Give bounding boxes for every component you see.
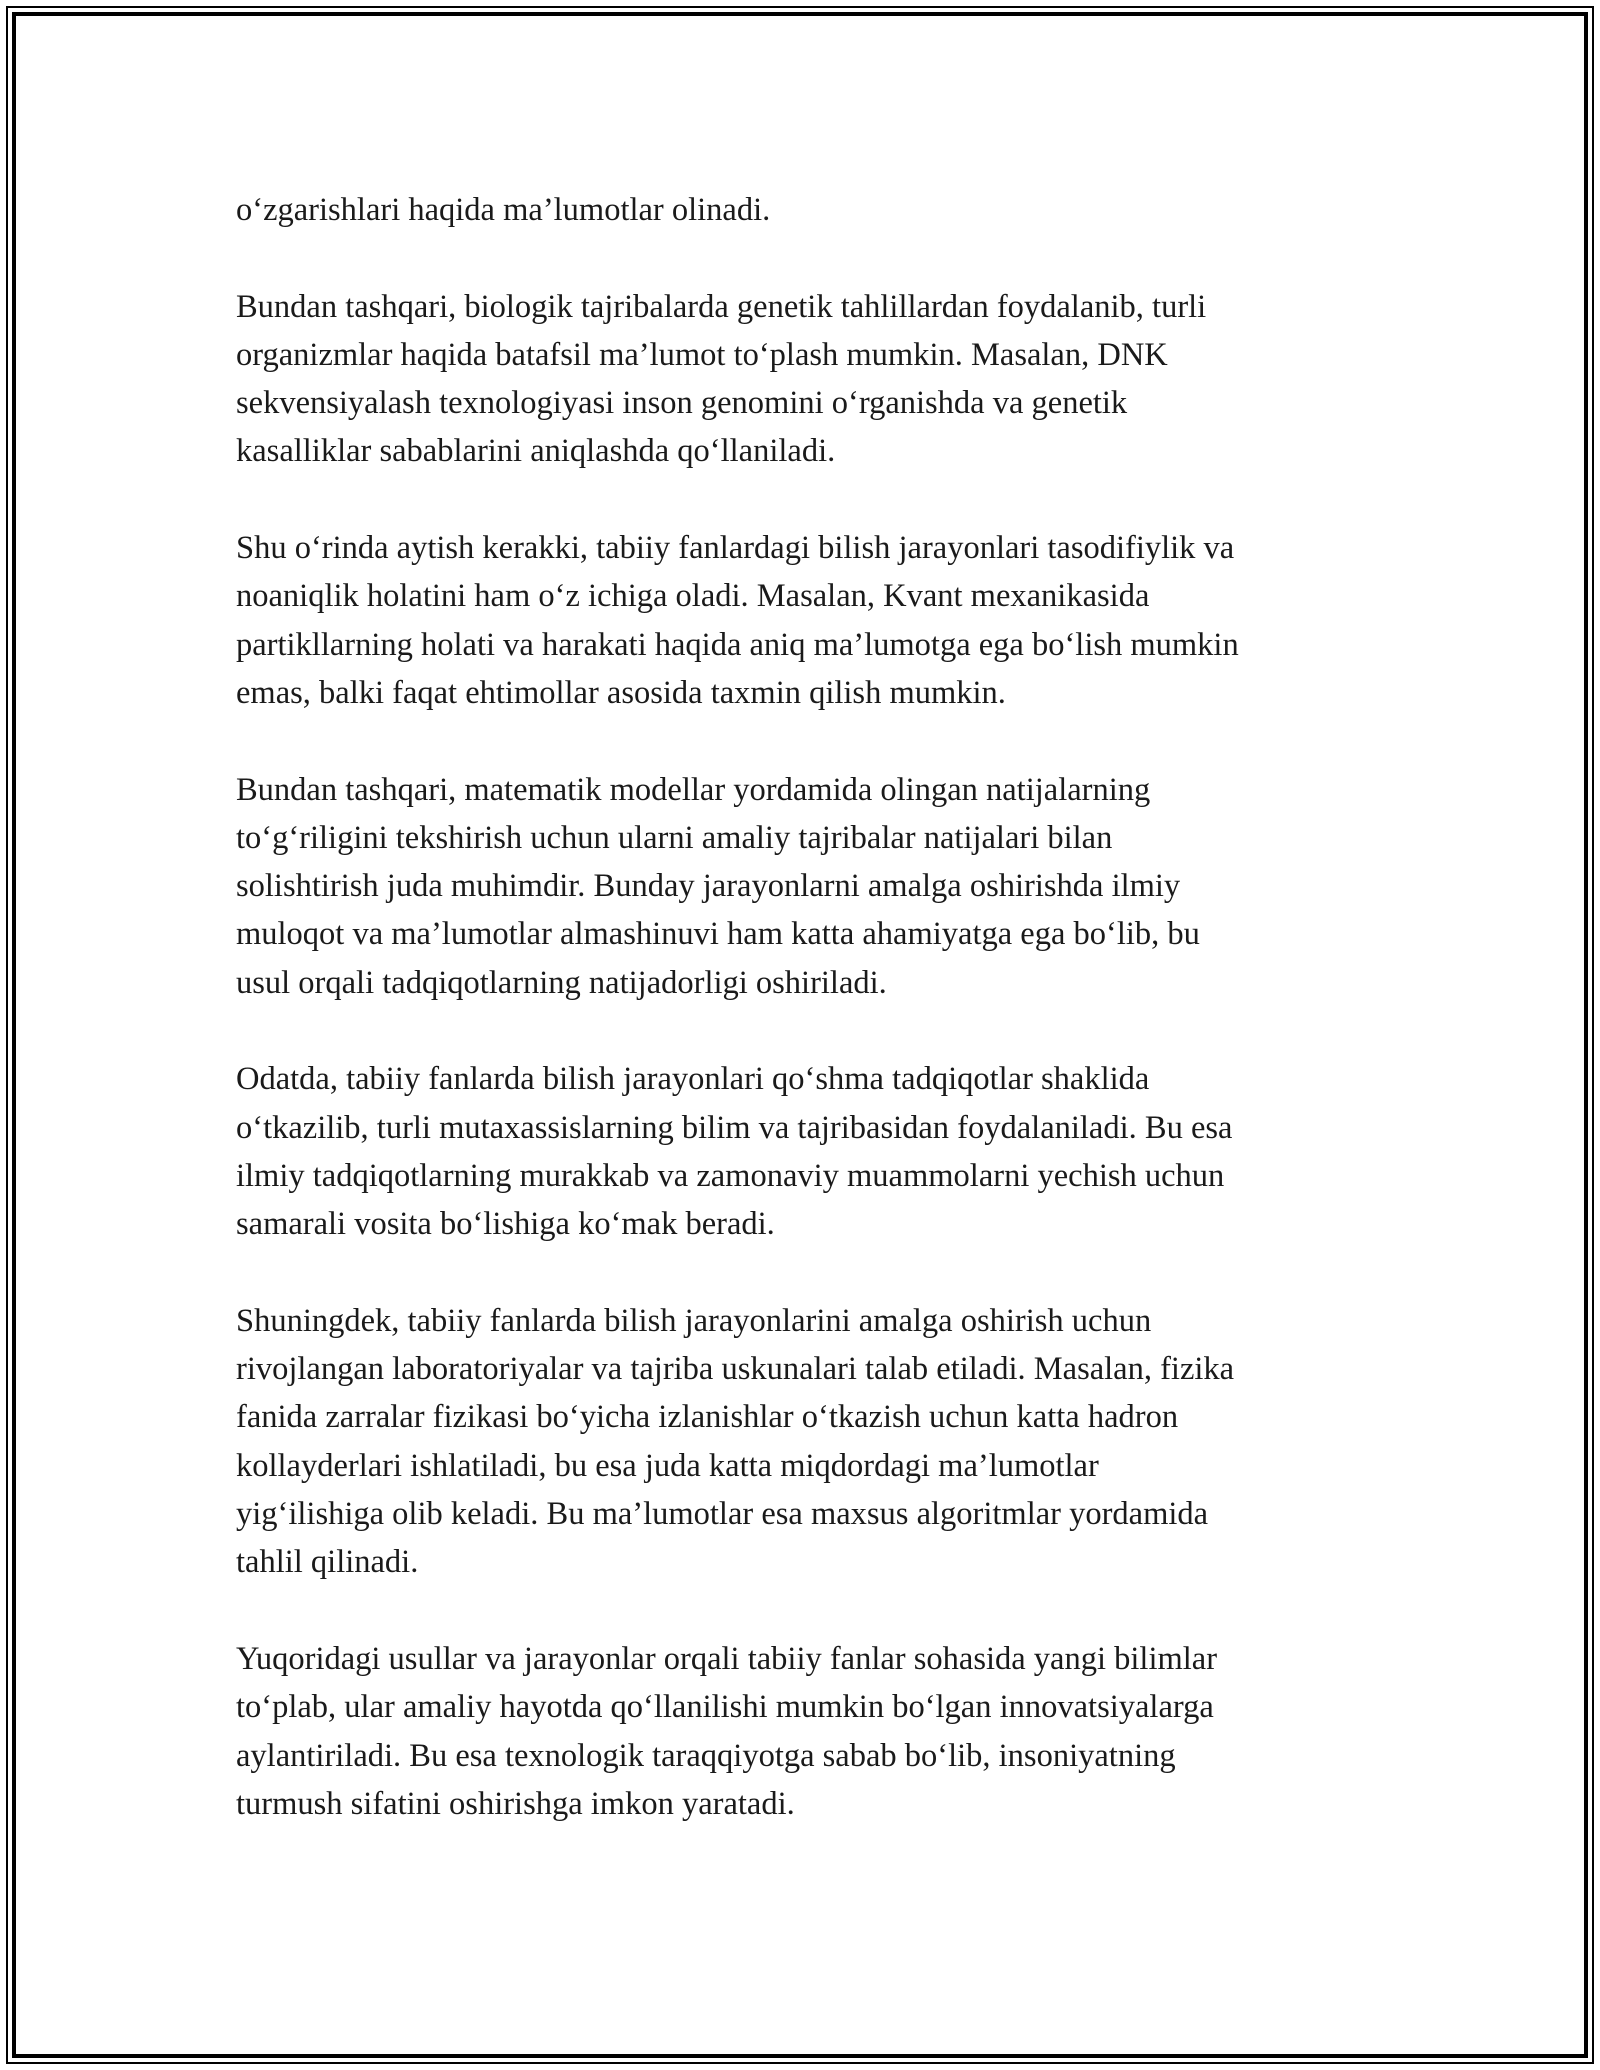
text-line: Bundan tashqari, biologik tajribalarda genetik tahlillardan foydalanib, turli: [236, 288, 1207, 325]
text-line: Odatda, tabiiy fanlarda bilish jarayonlari qo‘shma tadqiqotlar shaklida: [236, 1061, 1150, 1098]
text-line: usul orqali tadqiqotlarning natijadorligi oshiriladi.: [236, 964, 887, 1001]
text-line: solishtirish juda muhimdir. Bunday jarayonlarni amalga oshirishda ilmiy: [236, 868, 1181, 905]
text-line: Yuqoridagi usullar va jarayonlar orqali tabiiy fanlar sohasida yangi bilimlar: [236, 1640, 1218, 1677]
text-line: o‘tkazilib, turli mutaxassislarning bilim va tajribasidan foydalaniladi. Bu esa: [236, 1109, 1233, 1146]
text-line: samarali vosita bo‘lishiga ko‘mak beradi.: [236, 1206, 775, 1243]
text-line: aylantiriladi. Bu esa texnologik taraqqiyotga sabab bo‘lib, insoniyatning: [236, 1737, 1176, 1774]
text-line: sekvensiyalash texnologiyasi inson genomini o‘rganishda va genetik: [236, 385, 1128, 422]
text-line: noaniqlik holatini ham o‘z ichiga oladi. Masalan, Kvant mexanikasida: [236, 578, 1150, 615]
paragraph: [236, 1055, 1396, 1248]
text-line: tahlil qilinadi.: [236, 1544, 419, 1581]
text-line: Shuningdek, tabiiy fanlarda bilish jarayonlarini amalga oshirish uchun: [236, 1302, 1152, 1339]
text-line: organizmlar haqida batafsil ma’lumot to‘plash mumkin. Masalan, DNK: [236, 336, 1168, 373]
paragraph: [236, 766, 1396, 1007]
text-line: kasalliklar sabablarini aniqlashda qo‘llaniladi.: [236, 433, 836, 470]
text-line: rivojlangan laboratoriyalar va tajriba uskunalari talab etiladi. Masalan, fizika: [236, 1351, 1235, 1388]
paragraph: [236, 186, 1396, 234]
text-line: Bundan tashqari, matematik modellar yordamida olingan natijalarning: [236, 771, 1151, 808]
text-line: ilmiy tadqiqotlarning murakkab va zamonaviy muammolarni yechish uchun: [236, 1157, 1225, 1194]
text-line: muloqot va ma’lumotlar almashinuvi ham katta ahamiyatga ega bo‘lib, bu: [236, 916, 1200, 953]
text-line: kollayderlari ishlatiladi, bu esa juda katta miqdordagi ma’lumotlar: [236, 1447, 1099, 1484]
text-line: turmush sifatini oshirishga imkon yaratadi.: [236, 1785, 795, 1822]
text-line: partikllarning holati va harakati haqida aniq ma’lumotga ega bo‘lish mumkin: [236, 626, 1239, 663]
paragraph: [236, 283, 1396, 476]
text-line: to‘plab, ular amaliy hayotda qo‘llanilishi mumkin bo‘lgan innovatsiyalarga: [236, 1689, 1214, 1726]
paragraph: [236, 1297, 1396, 1587]
paragraph: [236, 524, 1396, 717]
text-line: Shu o‘rinda aytish kerakki, tabiiy fanlardagi bilish jarayonlari tasodifiylik va: [236, 530, 1235, 567]
text-line: o‘zgarishlari haqida ma’lumotlar olinadi.: [236, 192, 771, 228]
document-body: [236, 186, 1396, 1876]
text-line: to‘g‘riligini tekshirish uchun ularni amaliy tajribalar natijalari bilan: [236, 819, 1113, 856]
text-line: yig‘ilishiga olib keladi. Bu ma’lumotlar esa maxsus algoritmlar yordamida: [236, 1496, 1209, 1533]
text-line: fanida zarralar fizikasi bo‘yicha izlanishlar o‘tkazish uchun katta hadron: [236, 1399, 1179, 1436]
text-line: emas, balki faqat ehtimollar asosida taxmin qilish mumkin.: [236, 674, 1006, 711]
paragraph: [236, 1635, 1396, 1828]
